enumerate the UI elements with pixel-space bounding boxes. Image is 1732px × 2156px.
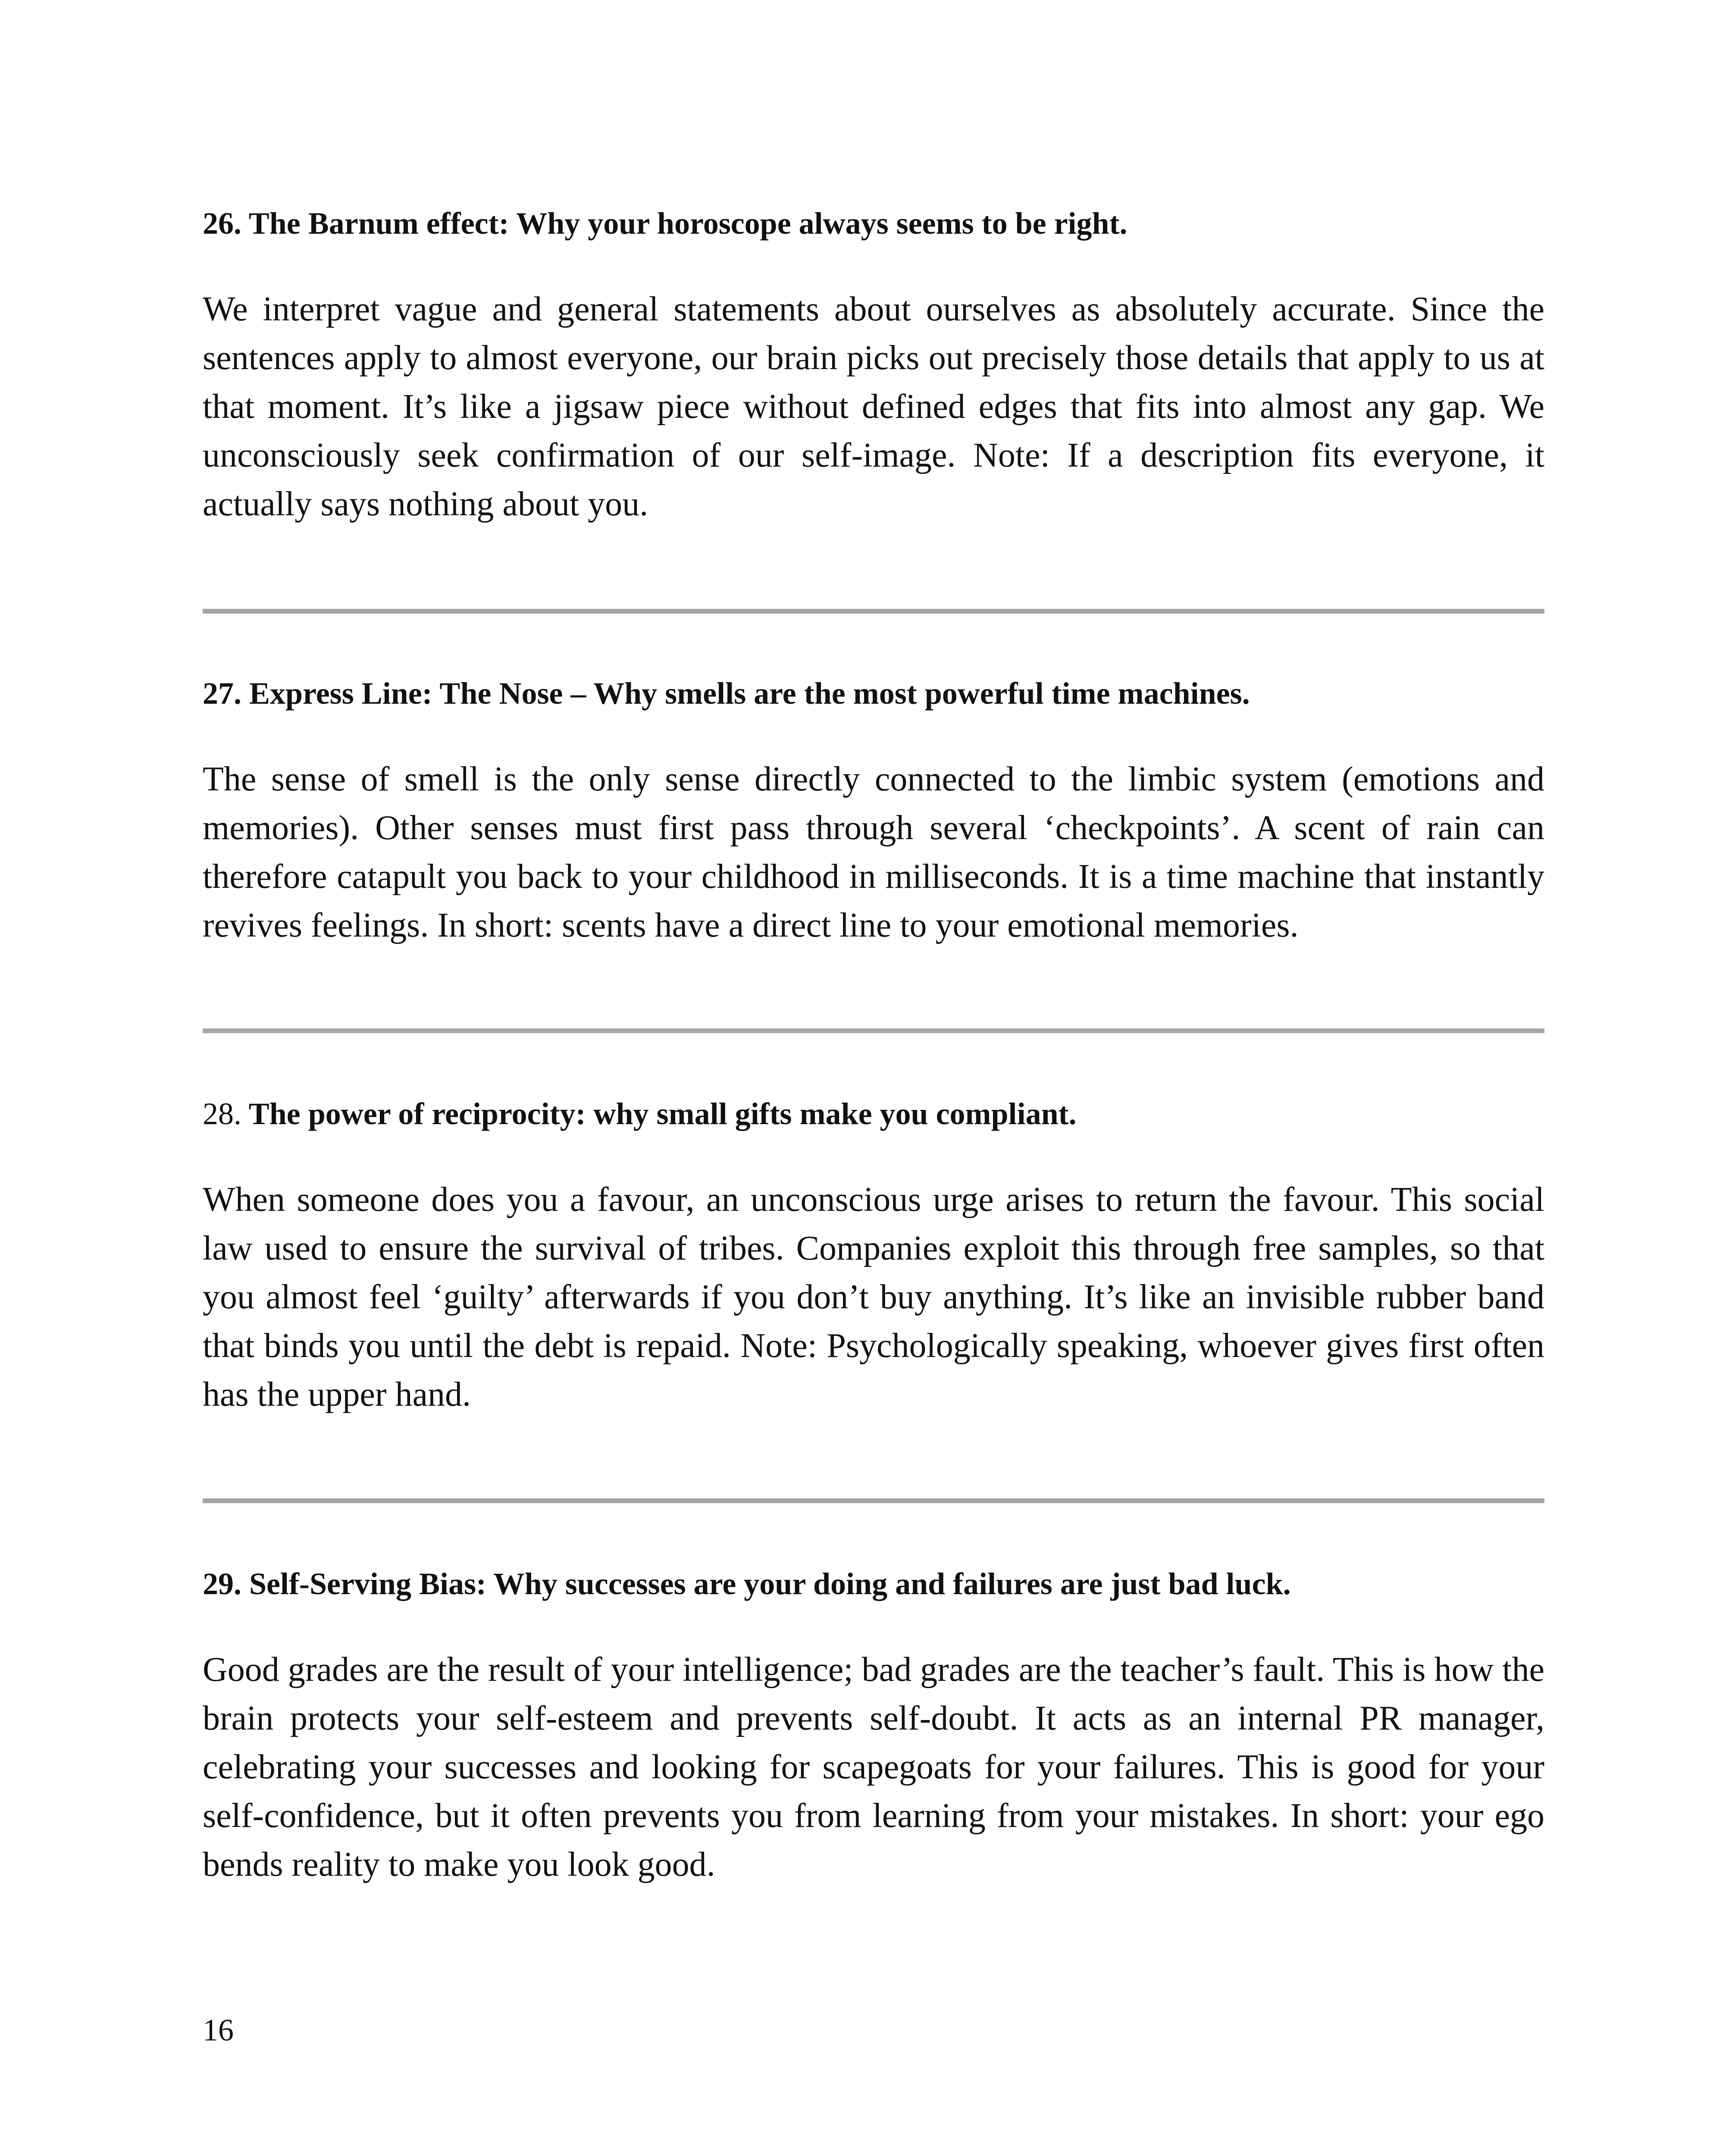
section-number: 27. [203,676,241,711]
section-27 [203,673,1544,950]
section-title: Express Line: The Nose – Why smells are the most powerful time machines. [249,676,1250,711]
section-heading [203,1093,1544,1134]
section-number: 28. [203,1097,241,1131]
section-28 [203,1093,1544,1419]
section-heading [203,203,1544,244]
section-26 [203,203,1544,529]
section-divider [203,1498,1544,1503]
section-divider [203,1028,1544,1033]
section-29 [203,1563,1544,1889]
section-body: The sense of smell is the only sense directly connected to the limbic system (emotions and memories). Other senses must first pass through several ‘checkpoints’. A scent of rain can therefore catapult you back to your childhood in milliseconds. It is a time machine that instantly revives feelings. In short: scents have a direct line to your emotional memories. [203,760,1544,944]
section-body: When someone does you a favour, an unconscious urge arises to return the favour. This social law used to ensure the survival of tribes. Companies exploit this through free samples, so that you almost feel ‘guilty’ afterwards if you don’t buy anything. It’s like an invisible rubber band that binds you until the debt is repaid. Note: Psychologically speaking, whoever gives first often has the upper hand. [203,1181,1544,1413]
page-number: 16 [203,2013,234,2047]
section-number: 29. [203,1567,241,1601]
section-number: 26. [203,206,241,241]
section-heading [203,1563,1544,1604]
section-title: The Barnum effect: Why your horoscope always seems to be right. [248,206,1128,241]
section-divider [203,609,1544,614]
section-body: We interpret vague and general statements about ourselves as absolutely accurate. Since the sentences apply to almost everyone, our brain picks out precisely those details that apply to us at that moment. It’s like a jigsaw piece without defined edges that fits into almost any gap. We unconsciously seek confirmation of our self-image. Note: If a description fits everyone, it actually says nothing about you. [203,290,1544,523]
section-body: Good grades are the result of your intelligence; bad grades are the teacher’s fault. This is how the brain protects your self-esteem and prevents self-doubt. It acts as an internal PR manager, celebrating your successes and looking for scapegoats for your failures. This is good for your self-confidence, but it often prevents you from learning from your mistakes. In short: your ego bends reality to make you look good. [203,1651,1544,1883]
section-title: Self-Serving Bias: Why successes are your doing and failures are just bad luck. [249,1567,1291,1601]
section-title: The power of reciprocity: why small gifts make you compliant. [248,1097,1077,1131]
section-heading [203,673,1544,714]
